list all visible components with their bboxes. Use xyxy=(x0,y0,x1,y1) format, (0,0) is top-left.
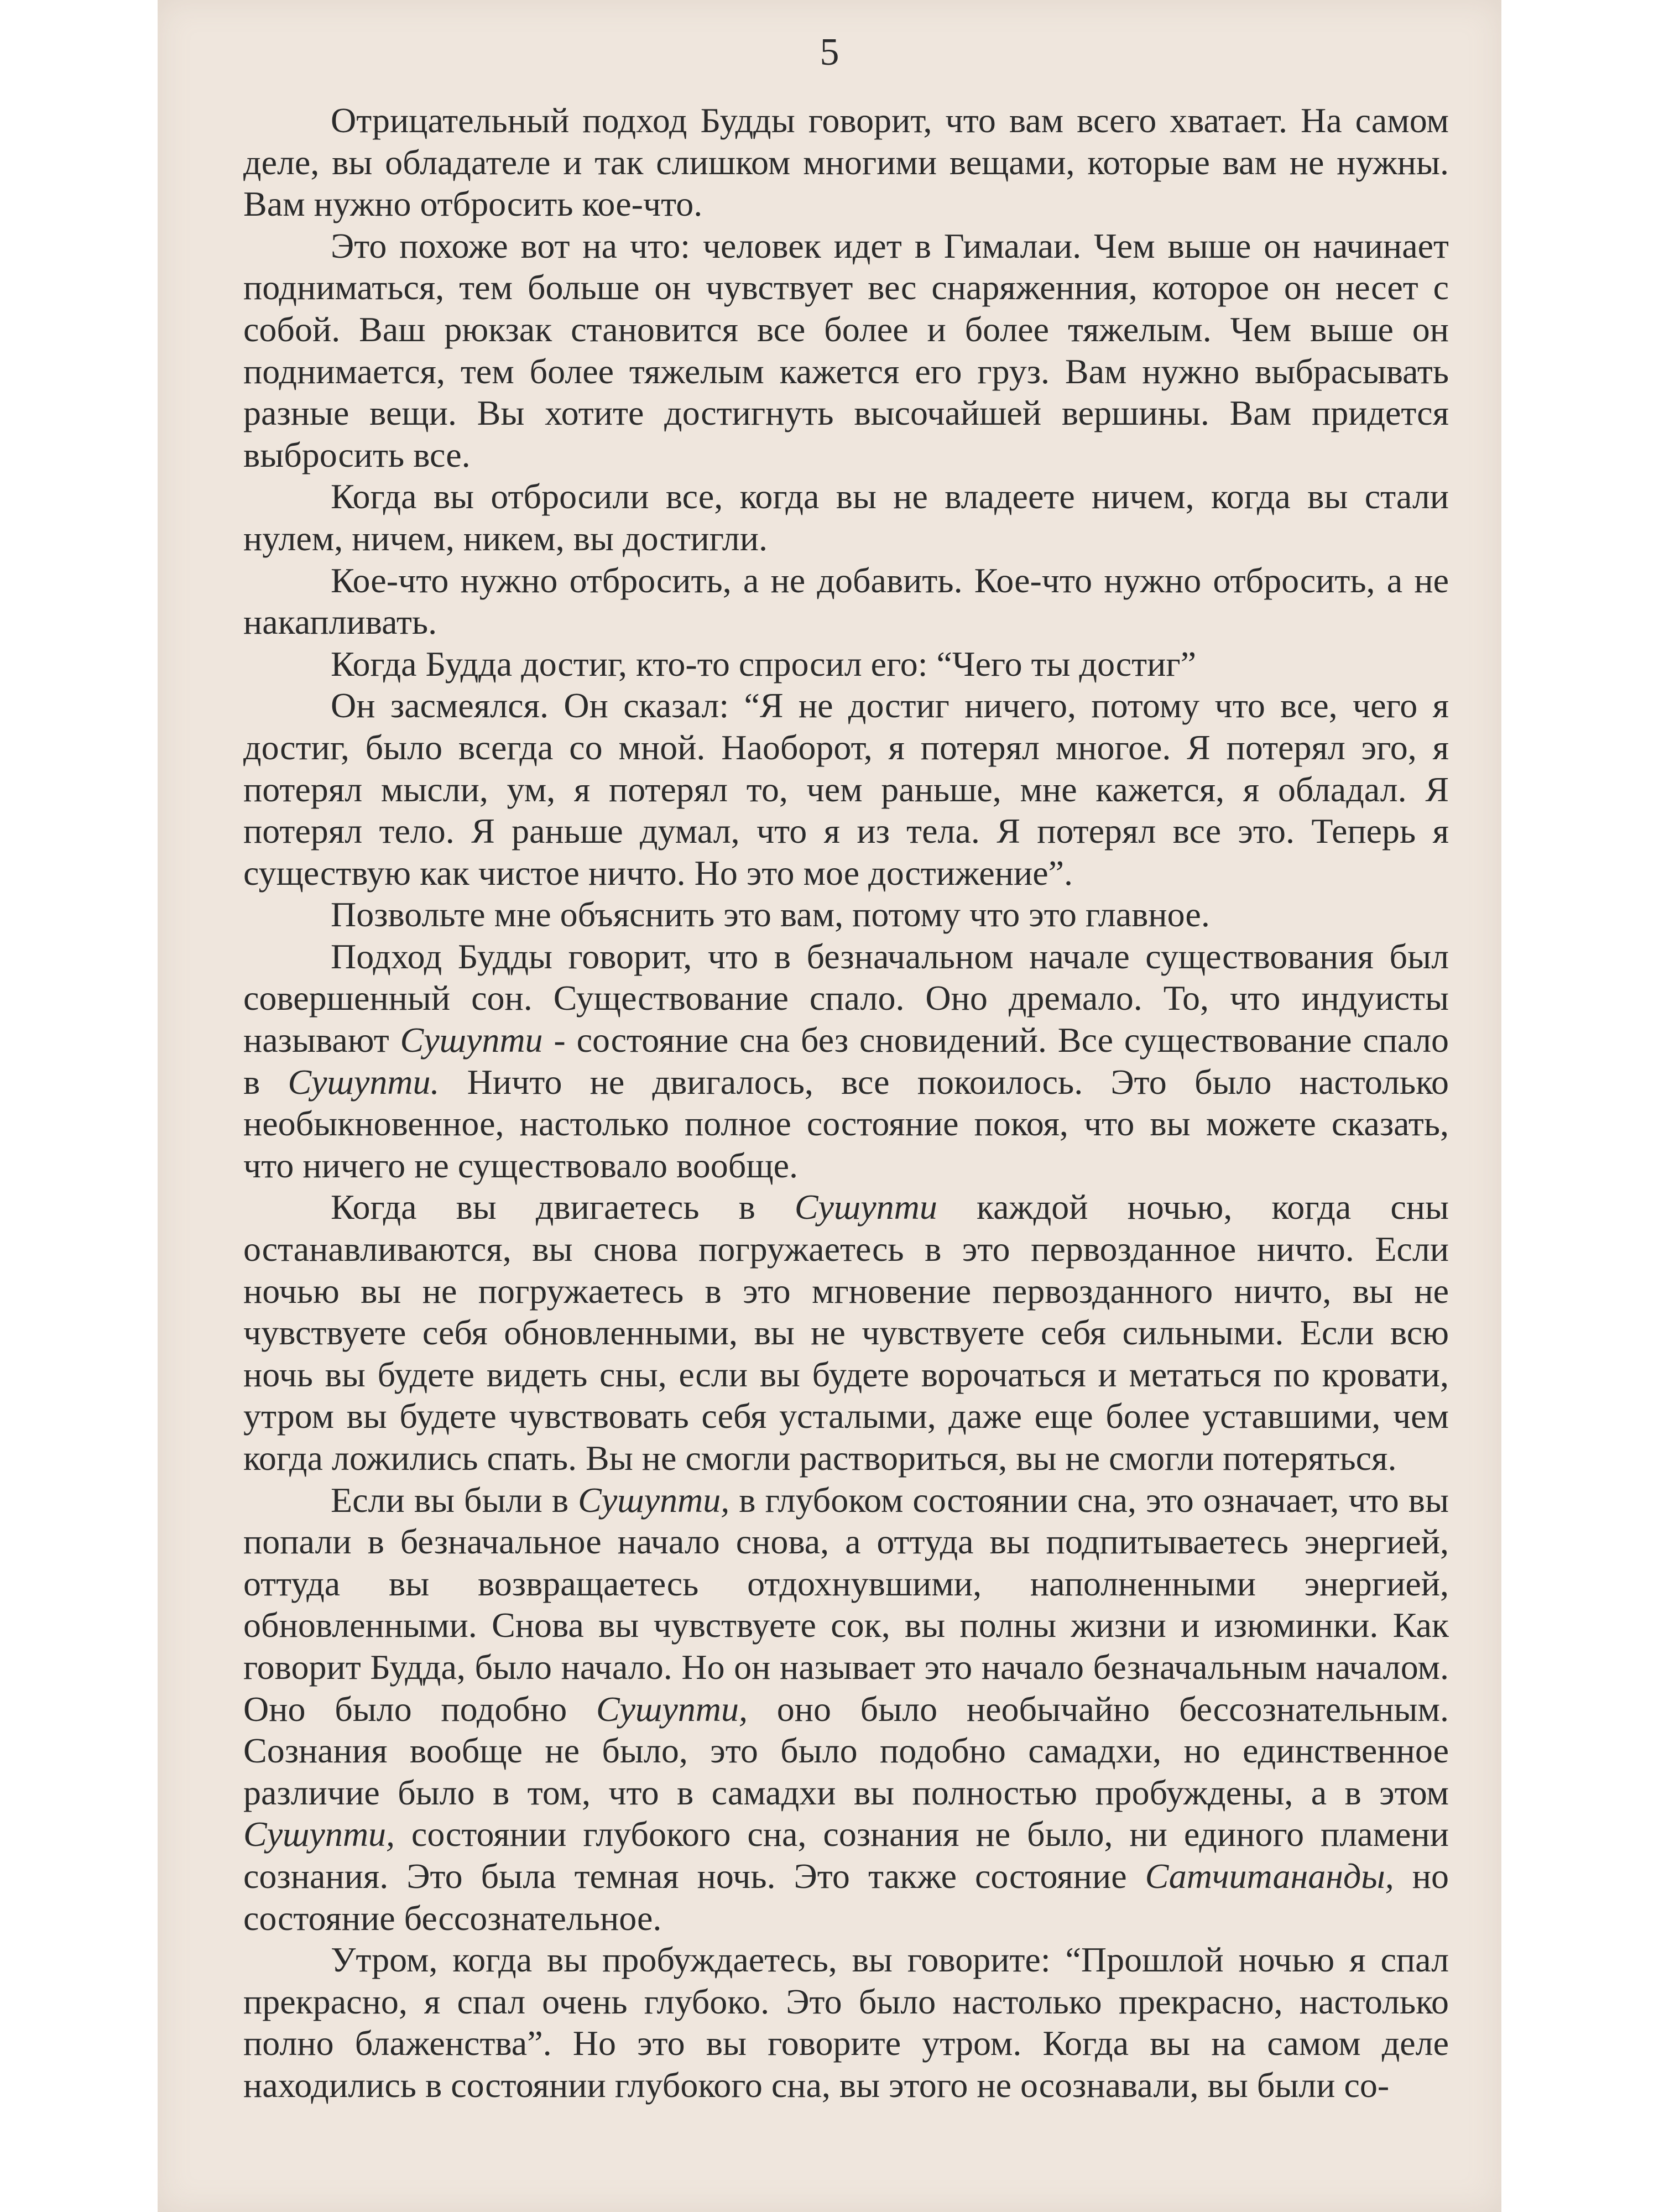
paragraph xyxy=(243,1479,1449,1939)
text-run: Отрицательный подход Будды говорит, что вам всего хватает. На самом деле, вы обладателе и так слишком многими вещами, которые вам не нужны. Вам нужно отбросить кое-что. xyxy=(243,101,1449,224)
paragraph xyxy=(243,894,1449,936)
text-run: Утром, когда вы пробуждаетесь, вы говорите: “Прошлой ночью я спал прекрасно, я спал очень глубоко. Это было настолько прекрасно, настолько полно блаженства”. Но это вы говорите утром. Когда вы на самом деле находились в состоянии глубокого сна, вы этого не осознавали, вы были со- xyxy=(243,1940,1449,2105)
paragraph xyxy=(243,643,1449,685)
italic-term: Сушупти xyxy=(400,1020,543,1060)
paragraph xyxy=(243,936,1449,1187)
paragraph xyxy=(243,685,1449,894)
italic-term: Сушупти, xyxy=(578,1480,730,1520)
book-page xyxy=(158,0,1501,2212)
text-run: Когда вы отбросили все, когда вы не владеете ничем, когда вы стали нулем, ничем, никем, вы достигли. xyxy=(243,477,1449,558)
text-run: но состояние бессознательное. xyxy=(243,1856,1449,1938)
text-run: состоянии глубокого сна, сознания не было, ни единого пламени сознания. Это была темная ночь. Это также состояние xyxy=(243,1814,1449,1896)
page-number: 5 xyxy=(820,31,839,74)
paragraph xyxy=(243,225,1449,476)
paragraph xyxy=(243,100,1449,225)
italic-term: Сушупти, xyxy=(243,1814,395,1854)
text-run: Подход Будды говорит, что в безначальном начале существования был совершенный сон. Существование спало. Оно дремало. То, что индуисты называют xyxy=(243,936,1449,1060)
paragraph xyxy=(243,1186,1449,1479)
italic-term: Сушупти. xyxy=(288,1062,440,1102)
text-run: Когда Будда достиг, кто-то спросил его: “Чего ты достиг” xyxy=(331,644,1196,684)
text-run: Позвольте мне объяснить это вам, потому что это главное. xyxy=(331,895,1210,935)
paragraph xyxy=(243,1939,1449,2106)
text-run: Если вы были в xyxy=(331,1480,578,1520)
text-run: каждой ночью, когда сны останавливаются, вы снова погружаетесь в это первозданное ничто. Если ночью вы не погружаетесь в это мгновение первозданного ничто, вы не чувствуете себя обновленными, вы не чувствуете себя сильными. Если всю ночь вы будете видеть сны, если вы будете ворочаться и метаться по кровати, утром вы будете чувствовать себя усталыми, даже еще более уставшими, чем когда ложились спать. Вы не смогли раствориться, вы не смогли потеряться. xyxy=(243,1187,1449,1478)
paragraph xyxy=(243,560,1449,643)
italic-term: Сатчитананды, xyxy=(1145,1856,1394,1896)
italic-term: Сушупти xyxy=(794,1187,937,1227)
text-run: Кое-что нужно отбросить, а не добавить. Кое-что нужно отбросить, а не накапливать. xyxy=(243,560,1449,642)
text-run: Когда вы двигаетесь в xyxy=(331,1187,795,1227)
paragraph xyxy=(243,476,1449,559)
text-run: Он засмеялся. Он сказал: “Я не достиг ничего, потому что все, чего я достиг, было всегда со мной. Наоборот, я потерял многое. Я потерял эго, я потерял мысли, ум, я потерял то, чем раньше, мне кажется, я обладал. Я потерял тело. Я раньше думал, что я из тела. Я потерял все это. Теперь я существую как чистое ничто. Но это мое достижение”. xyxy=(243,686,1449,893)
text-run: Ничто не двигалось, все покоилось. Это было настолько необыкновенное, настолько полное состояние покоя, что вы можете сказать, что ничего не существовало вообще. xyxy=(243,1062,1449,1185)
text-run: оно было необычайно бессознательным. Сознания вообще не было, это было подобно самадхи, но единственное различие было в том, что в самадхи вы полностью пробуждены, а в этом xyxy=(243,1689,1449,1812)
body-text xyxy=(243,100,1449,2106)
text-run: Это похоже вот на что: человек идет в Гималаи. Чем выше он начинает подниматься, тем больше он чувствует вес снаряженния, которое он несет с собой. Ваш рюкзак становится все более и более тяжелым. Чем выше он поднимается, тем более тяжелым кажется его груз. Вам нужно выбрасывать разные вещи. Вы хотите достигнуть высочайшей вершины. Вам придется выбросить все. xyxy=(243,226,1449,474)
italic-term: Сушупти, xyxy=(596,1689,748,1729)
text-run: в глубоком состоянии сна, это означает, что вы попали в безначальное начало снова, а оттуда вы подпитываетесь энергией, оттуда вы возвращаетесь отдохнувшими, наполненными энергией, обновленными. Снова вы чувствуете сок, вы полны жизни и изюминки. Как говорит Будда, было начало. Но он называет это начало безначальным началом. Оно было подобно xyxy=(243,1480,1449,1729)
text-run: - состояние сна без сновидений. Все существование спало в xyxy=(243,1020,1449,1102)
